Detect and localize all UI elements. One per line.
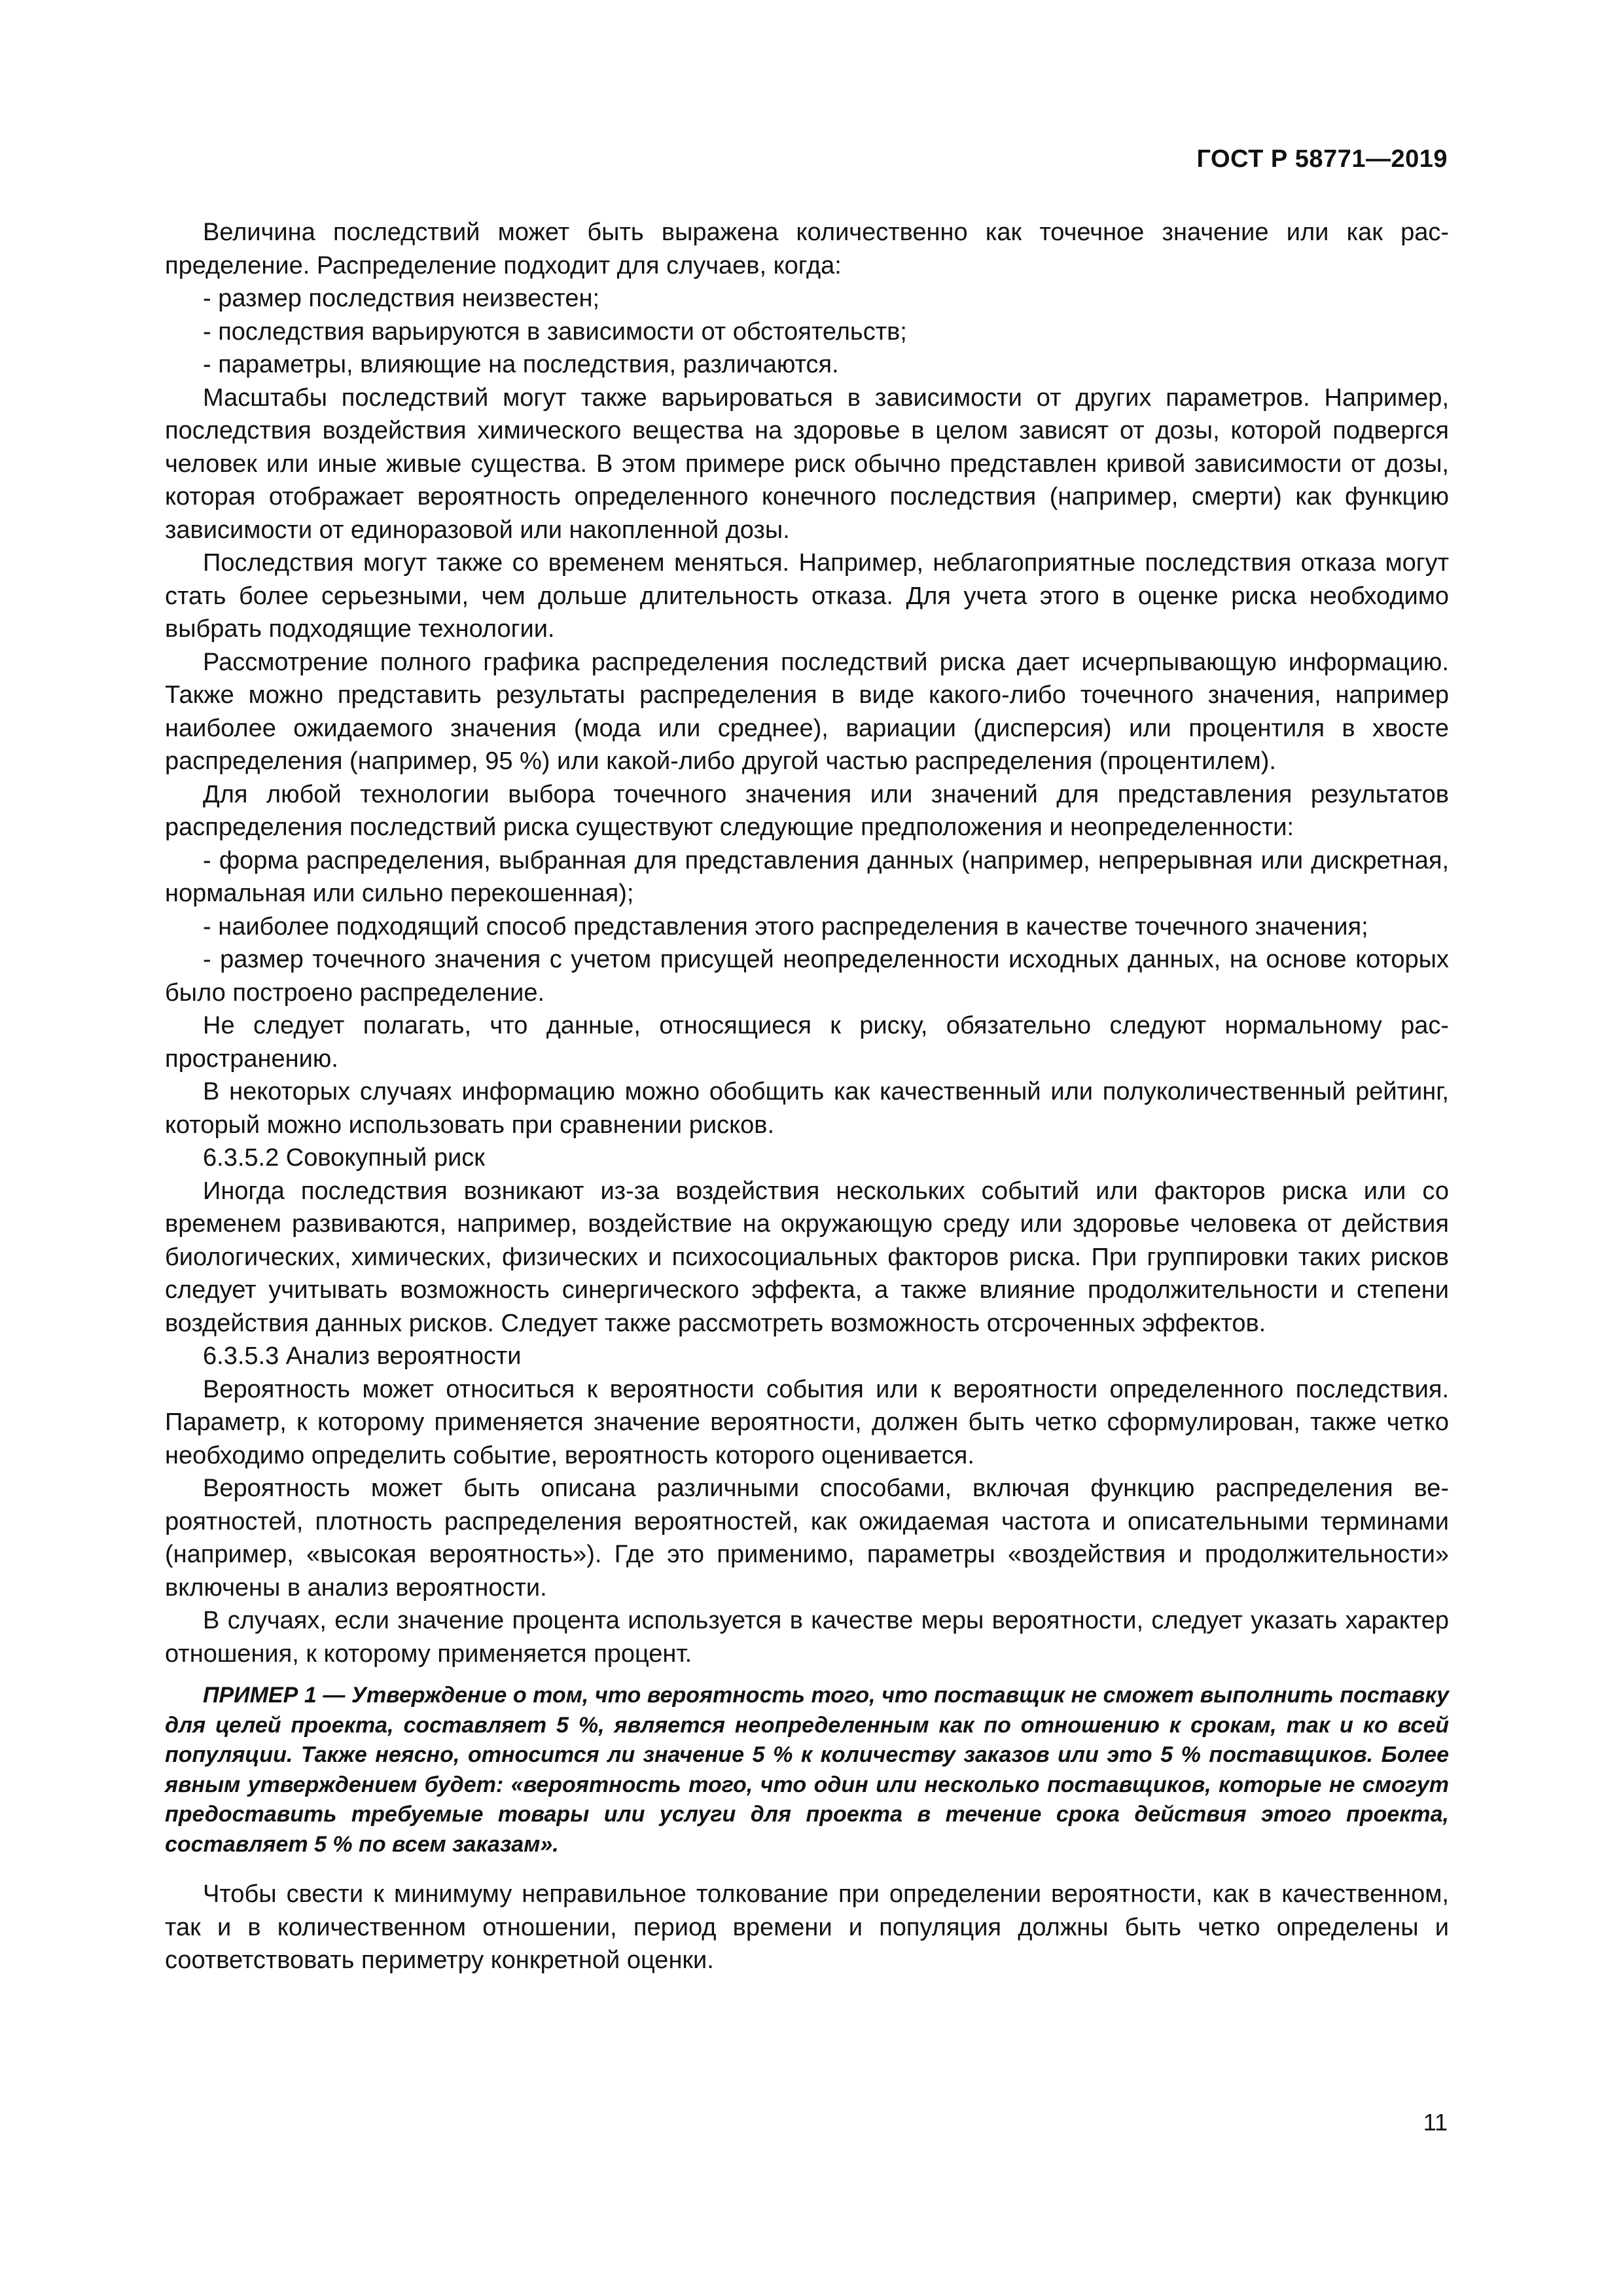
paragraph: Для любой технологии выбора точечного значения или значений для представления результатов распределения последствий риска существуют следующие предположения и неопределенности:	[165, 780, 1449, 841]
list-item: - параметры, влияющие на последствия, различаются.	[203, 351, 839, 378]
paragraph: Величина последствий может быть выражена количественно как точечное значение или как распределение. Распределение подходит для случаев, когда:	[165, 219, 1449, 279]
example-note: ПРИМЕР 1 — Утверждение о том, что вероятность того, что поставщик не сможет выполнить поставку для целей проекта, составляет 5 %, является неопределенным как по отношению к срокам, так и ко всей популяции. Также неясно, относится ли значение 5 % к количеству заказов или это 5 % поставщиков. Более явным утверждением будет: «вероятность того, что один или несколько поставщиков, которые не смогут предоставить требуемые товары или услуги для проекта в течение срока действия этого проекта, составляет 5 % по всем заказам».	[165, 1683, 1449, 1857]
paragraph: Последствия могут также со временем меняться. Например, неблагоприятные последствия отказа могут стать более серьезными, чем дольше длительность отказа. Для учета этого в оценке риска необходимо выбрать подходящие технологии.	[165, 549, 1449, 643]
paragraph: Рассмотрение полного графика распределения последствий риска дает исчерпывающую информацию. Также можно представить результаты распределения в виде какого-либо точечного значения, например наиболее ожидаемого значения (мода или среднее), вариации (дисперсия) или процентиля в хвосте распределения (например, 95 %) или какой-либо другой частью распределения (процентилем).	[165, 648, 1449, 775]
paragraph: В некоторых случаях информацию можно обобщить как качественный или полуколичественный рейтинг, который можно использовать при сравнении рисков.	[165, 1078, 1449, 1139]
section-heading: 6.3.5.3 Анализ вероятности	[203, 1342, 522, 1370]
list-item: - размер последствия неизвестен;	[203, 285, 600, 312]
paragraph: Не следует полагать, что данные, относящиеся к риску, обязательно следуют нормальному распространению.	[165, 1012, 1449, 1073]
document-header: ГОСТ Р 58771—2019	[1196, 145, 1448, 173]
paragraph: В случаях, если значение процента используется в качестве меры вероятности, следует указать характер отношения, к которому применяется процент.	[165, 1607, 1449, 1668]
paragraph: Масштабы последствий могут также варьироваться в зависимости от других параметров. Например, последствия воздействия химического вещества на здоровье в целом зависят от дозы, которой подвергся человек или иные живые существа. В этом примере риск обычно представлен кривой зависимости от дозы, которая отображает вероятность определенного конечного последствия (например, смерти) как функцию зависимости от единоразовой или накопленной дозы.	[165, 384, 1449, 544]
section-heading: 6.3.5.2 Совокупный риск	[203, 1144, 485, 1172]
list-item: - размер точечного значения с учетом присущей неопределенности исходных данных, на основе которых было построено распределение.	[165, 946, 1449, 1007]
paragraph: Иногда последствия возникают из-за воздействия нескольких событий или факторов риска или со временем развиваются, например, воздействие на окружающую среду или здоровье человека от действия биологических, химических, физических и психосоциальных факторов риска. При группировки таких рисков следует учитывать возможность синергического эффекта, а также влияние продолжительности и степени воздействия данных рисков. Следует также рассмотреть возможность отсроченных эффектов.	[165, 1177, 1449, 1337]
document-body	[165, 216, 1449, 1977]
paragraph: Вероятность может относиться к вероятности события или к вероятности определенного последствия. Параметр, к которому применяется значение вероятности, должен быть четко сформулирован, также четко необходимо определить событие, вероятность которого оценивается.	[165, 1375, 1449, 1469]
paragraph: Вероятность может быть описана различными способами, включая функцию распределения вероятностей, плотность распределения вероятностей, как ожидаемая частота и описательными терминами (например, «высокая вероятность»). Где это применимо, параметры «воздействия и продолжительности» включены в анализ вероятности.	[165, 1475, 1449, 1602]
list-item: - форма распределения, выбранная для представления данных (например, непрерывная или дискретная, нормальная или сильно перекошенная);	[165, 846, 1449, 907]
paragraph: Чтобы свести к минимуму неправильное толкование при определении вероятности, как в качественном, так и в количественном отношении, период времени и популяция должны быть четко определены и соответствовать периметру конкретной оценки.	[165, 1880, 1449, 1974]
list-item: - наиболее подходящий способ представления этого распределения в качестве точечного значения;	[203, 912, 1368, 941]
list-item: - последствия варьируются в зависимости от обстоятельств;	[203, 317, 907, 346]
page-number: 11	[1423, 2109, 1448, 2136]
